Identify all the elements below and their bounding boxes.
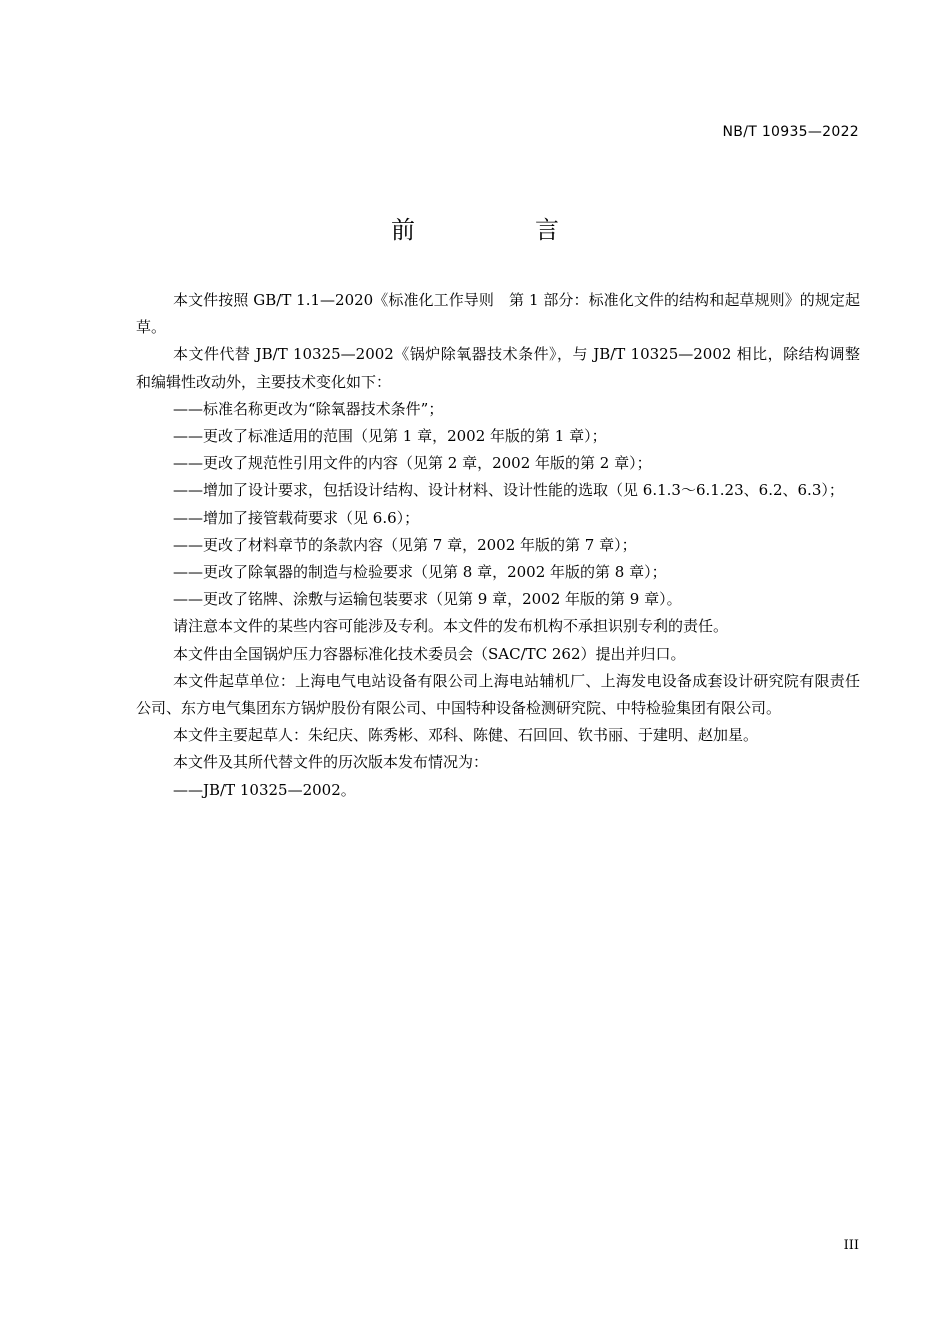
change-item: ——更改了材料章节的条款内容（见第 7 章，2002 年版的第 7 章）； <box>173 535 637 554</box>
page-title: 前 言 <box>391 216 607 244</box>
paragraph-patent-notice: 请注意本文件的某些内容可能涉及专利。本文件的发布机构不承担识别专利的责任。 <box>173 617 729 636</box>
standard-code: NB/T 10935—2022 <box>722 124 859 140</box>
paragraph-proposer: 本文件由全国锅炉压力容器标准化技术委员会（SAC/TC 262）提出并归口。 <box>173 644 686 663</box>
version-history-item: ——JB/T 10325—2002。 <box>173 780 356 799</box>
paragraph-drafting-rules: 本文件按照 GB/T 1.1—2020《标准化工作导则 第 1 部分：标准化文件的结构和起草规则》的规定起草。 <box>136 291 860 337</box>
change-item: ——标准名称更改为“除氧器技术条件”； <box>173 399 444 418</box>
change-item: ——增加了设计要求，包括设计结构、设计材料、设计性能的选取（见 6.1.3～6.1.23、6.2、6.3）； <box>173 481 844 500</box>
change-item: ——更改了标准适用的范围（见第 1 章，2002 年版的第 1 章）； <box>173 427 607 446</box>
paragraph-version-history: 本文件及其所代替文件的历次版本发布情况为： <box>173 753 489 772</box>
change-item: ——更改了铭牌、涂敷与运输包装要求（见第 9 章，2002 年版的第 9 章）。 <box>173 590 682 609</box>
foreword-body <box>136 287 860 804</box>
change-item: ——更改了除氧器的制造与检验要求（见第 8 章，2002 年版的第 8 章）； <box>173 563 667 582</box>
paragraph-replacement: 本文件代替 JB/T 10325—2002《锅炉除氧器技术条件》，与 JB/T 10325—2002 相比，除结构调整和编辑性改动外，主要技术变化如下： <box>136 345 860 391</box>
change-item: ——更改了规范性引用文件的内容（见第 2 章，2002 年版的第 2 章）； <box>173 454 652 473</box>
page-number: III <box>843 1238 859 1253</box>
change-item: ——增加了接管载荷要求（见 6.6）； <box>173 508 420 527</box>
paragraph-drafting-units: 本文件起草单位：上海电气电站设备有限公司上海电站辅机厂、上海发电设备成套设计研究院有限责任公司、东方电气集团东方锅炉股份有限公司、中国特种设备检测研究院、中特检验集团有限公司。 <box>136 671 860 718</box>
paragraph-drafters: 本文件主要起草人：朱纪庆、陈秀彬、邓科、陈健、石回回、钦书丽、于建明、赵加星。 <box>173 726 759 745</box>
